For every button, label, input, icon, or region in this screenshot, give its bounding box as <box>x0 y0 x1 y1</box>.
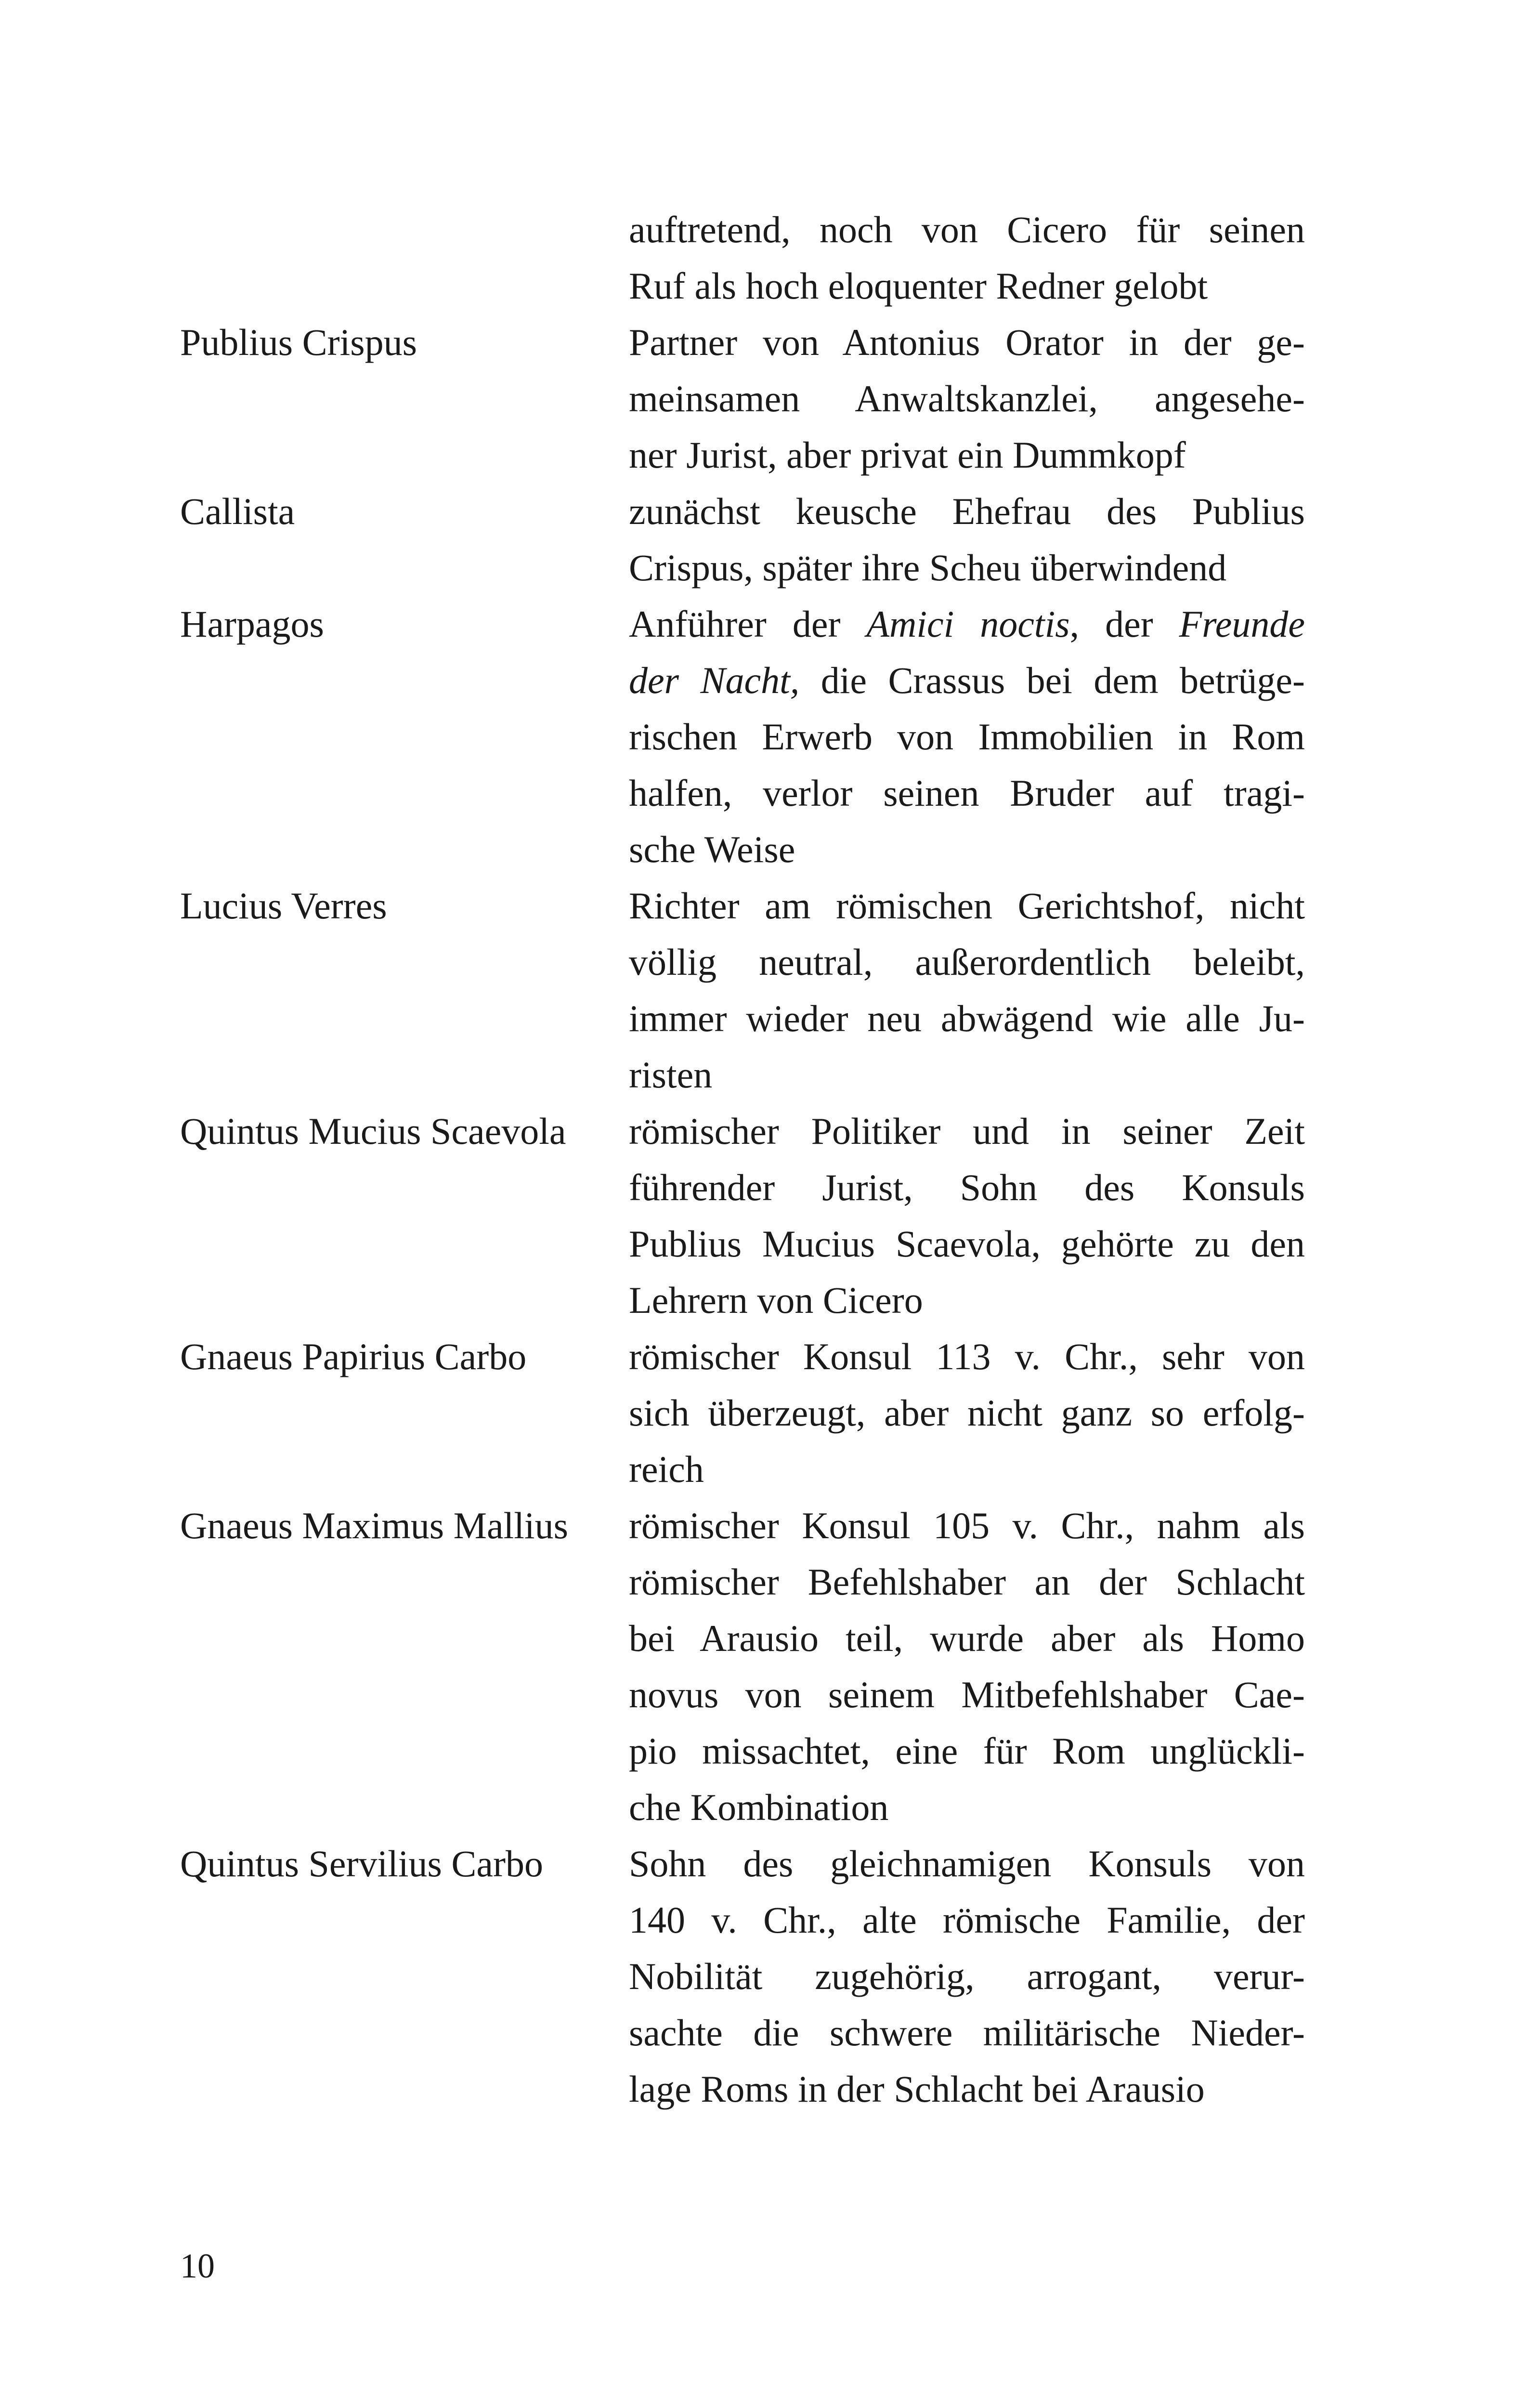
character-name: Quintus Mucius Scaevola <box>180 1110 566 1152</box>
text-run: Anführer der <box>629 603 867 645</box>
character-description <box>629 1328 1305 1497</box>
text-run: , der <box>1069 603 1179 645</box>
description-line: zunächst keusche Ehefrau des Publius <box>629 490 1305 532</box>
description-line: führender Jurist, Sohn des Konsuls <box>629 1166 1305 1208</box>
character-name: Gnaeus Maximus Mallius <box>180 1505 568 1546</box>
description-line: risten <box>629 1054 713 1096</box>
character-name: Harpagos <box>180 603 324 645</box>
text-run: die Crassus bei dem betrüge- <box>799 659 1305 701</box>
list-item <box>180 483 1305 596</box>
description-line: sich überzeugt, aber nicht ganz so erfolg- <box>629 1392 1305 1434</box>
character-list <box>180 201 1305 2117</box>
list-item <box>180 314 1305 483</box>
description-line: römischer Politiker und in seiner Zeit <box>629 1110 1305 1152</box>
character-description <box>629 1497 1305 1835</box>
description-line: meinsamen Anwaltskanzlei, angesehe- <box>629 378 1305 419</box>
italic-term: Freunde <box>1179 603 1305 645</box>
description-line: bei Arausio teil, wurde aber als Homo <box>629 1617 1305 1659</box>
description-line: auftretend, noch von Cicero für seinen <box>629 209 1305 250</box>
description-line: ner Jurist, aber privat ein Dummkopf <box>629 434 1186 476</box>
description-line: römischer Befehlshaber an der Schlacht <box>629 1561 1305 1603</box>
description-line <box>629 596 1305 652</box>
description-line: Lehrern von Cicero <box>629 1279 923 1321</box>
description-line: Crispus, später ihre Scheu überwindend <box>629 547 1227 589</box>
character-name: Callista <box>180 490 295 532</box>
description-line: Nobilität zugehörig, arrogant, verur- <box>629 1955 1305 1997</box>
description-line: Publius Mucius Scaevola, gehörte zu den <box>629 1223 1305 1265</box>
description-line: römischer Konsul 113 v. Chr., sehr von <box>629 1335 1305 1377</box>
character-description <box>629 1103 1305 1328</box>
description-line: völlig neutral, außerordentlich beleibt, <box>629 941 1305 983</box>
description-line: pio missachtet, eine für Rom unglückli- <box>629 1730 1305 1772</box>
description-line: römischer Konsul 105 v. Chr., nahm als <box>629 1505 1305 1546</box>
description-line: novus von seinem Mitbefehlshaber Cae- <box>629 1674 1305 1715</box>
description-line: Sohn des gleichnamigen Konsuls von <box>629 1843 1305 1885</box>
character-description <box>629 314 1305 483</box>
description-line: che Kombination <box>629 1786 889 1828</box>
character-name: Gnaeus Papirius Carbo <box>180 1335 527 1377</box>
page-number: 10 <box>180 2247 215 2285</box>
list-item <box>180 877 1305 1103</box>
character-description <box>629 877 1305 1103</box>
character-description <box>629 596 1305 877</box>
description-line: Ruf als hoch eloquenter Redner gelobt <box>629 265 1208 307</box>
list-item <box>180 596 1305 877</box>
italic-term: der Nacht, <box>629 659 800 701</box>
character-description <box>629 483 1305 596</box>
description-line: sachte die schwere militärische Nieder- <box>629 2012 1305 2054</box>
italic-term: Amici noctis <box>866 603 1070 645</box>
description-line: sche Weise <box>629 828 795 870</box>
description-line: Partner von Antonius Orator in der ge- <box>629 321 1305 363</box>
description-line: immer wieder neu abwägend wie alle Ju- <box>629 997 1305 1039</box>
description-line: Richter am römischen Gerichtshof, nicht <box>629 885 1305 927</box>
list-item <box>180 1328 1305 1497</box>
character-name: Publius Crispus <box>180 321 417 363</box>
description-line: lage Roms in der Schlacht bei Arausio <box>629 2068 1205 2110</box>
description-line: rischen Erwerb von Immobilien in Rom <box>629 716 1305 758</box>
character-name: Quintus Servilius Carbo <box>180 1843 543 1885</box>
character-description <box>629 201 1305 314</box>
description-line: reich <box>629 1448 704 1490</box>
description-line: halfen, verlor seinen Bruder auf tragi- <box>629 772 1305 814</box>
list-item <box>180 201 1305 314</box>
character-name: Lucius Verres <box>180 885 387 927</box>
description-line <box>629 652 1305 708</box>
list-item <box>180 1497 1305 1835</box>
description-line: 140 v. Chr., alte römische Familie, der <box>629 1899 1305 1941</box>
list-item <box>180 1835 1305 2117</box>
list-item <box>180 1103 1305 1328</box>
character-description <box>629 1835 1305 2117</box>
